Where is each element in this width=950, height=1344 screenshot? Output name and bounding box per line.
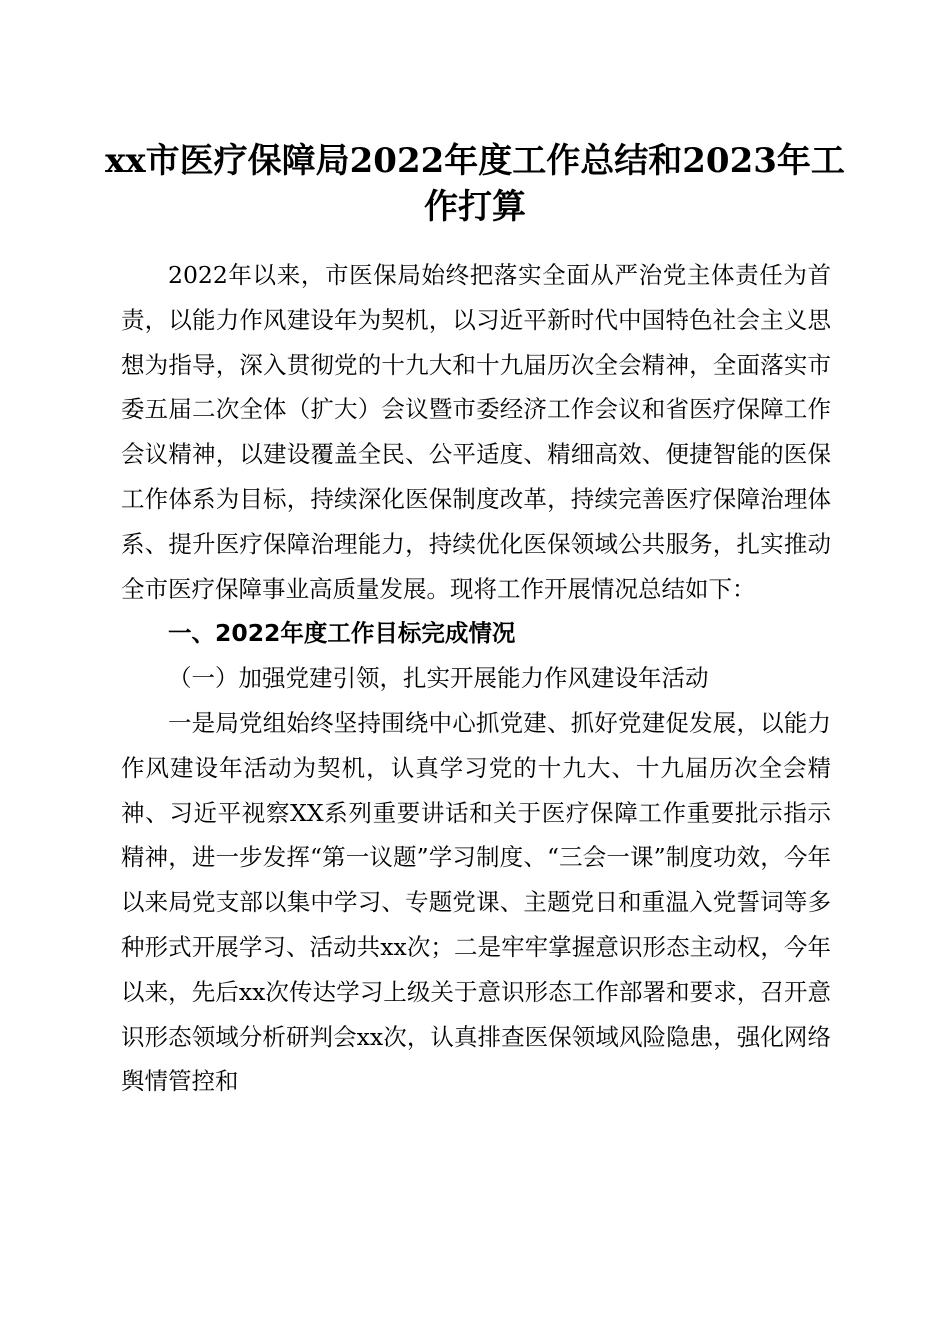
- document-body: [121, 253, 831, 1104]
- intro-paragraph: 2022年以来，市医保局始终把落实全面从严治党主体责任为首责，以能力作风建设年为契机，以习近平新时代中国特色社会主义思想为指导，深入贯彻党的十九大和十九届历次全会精神，全面落实市委五届二次全体（扩大）会议暨市委经济工作会议和省医疗保障工作会议精神，以建设覆盖全民、公平适度、精细高效、便捷智能的医保工作体系为目标，持续深化医保制度改革，持续完善医疗保障治理体系、提升医疗保障治理能力，持续优化医保领域公共服务，扎实推动全市医疗保障事业高质量发展。现将工作开展情况总结如下：: [121, 261, 831, 603]
- section-heading: 一、2022年度工作目标完成情况: [168, 619, 516, 648]
- body-paragraph: 一是局党组始终坚持围绕中心抓党建、抓好党建促发展，以能力作风建设年活动为契机，认真学习党的十九大、十九届历次全会精神、习近平视察XX系列重要讲话和关于医疗保障工作重要批示指示精神，进一步发挥“第一议题”学习制度、“三会一课”制度功效，今年以来局党支部以集中学习、专题党课、主题党日和重温入党誓词等多种形式开展学习、活动共xx次；二是牢牢掌握意识形态主动权，今年以来，先后xx次传达学习上级关于意识形态工作部署和要求，召开意识形态领域分析研判会xx次，认真排查医保领域风险隐患，强化网络舆情管控和: [121, 708, 831, 1096]
- document-title: xx市医疗保障局2022年度工作总结和2023年工作打算: [105, 141, 845, 227]
- subsection-heading: （一）加强党建引领，扎实开展能力作风建设年活动: [168, 664, 709, 693]
